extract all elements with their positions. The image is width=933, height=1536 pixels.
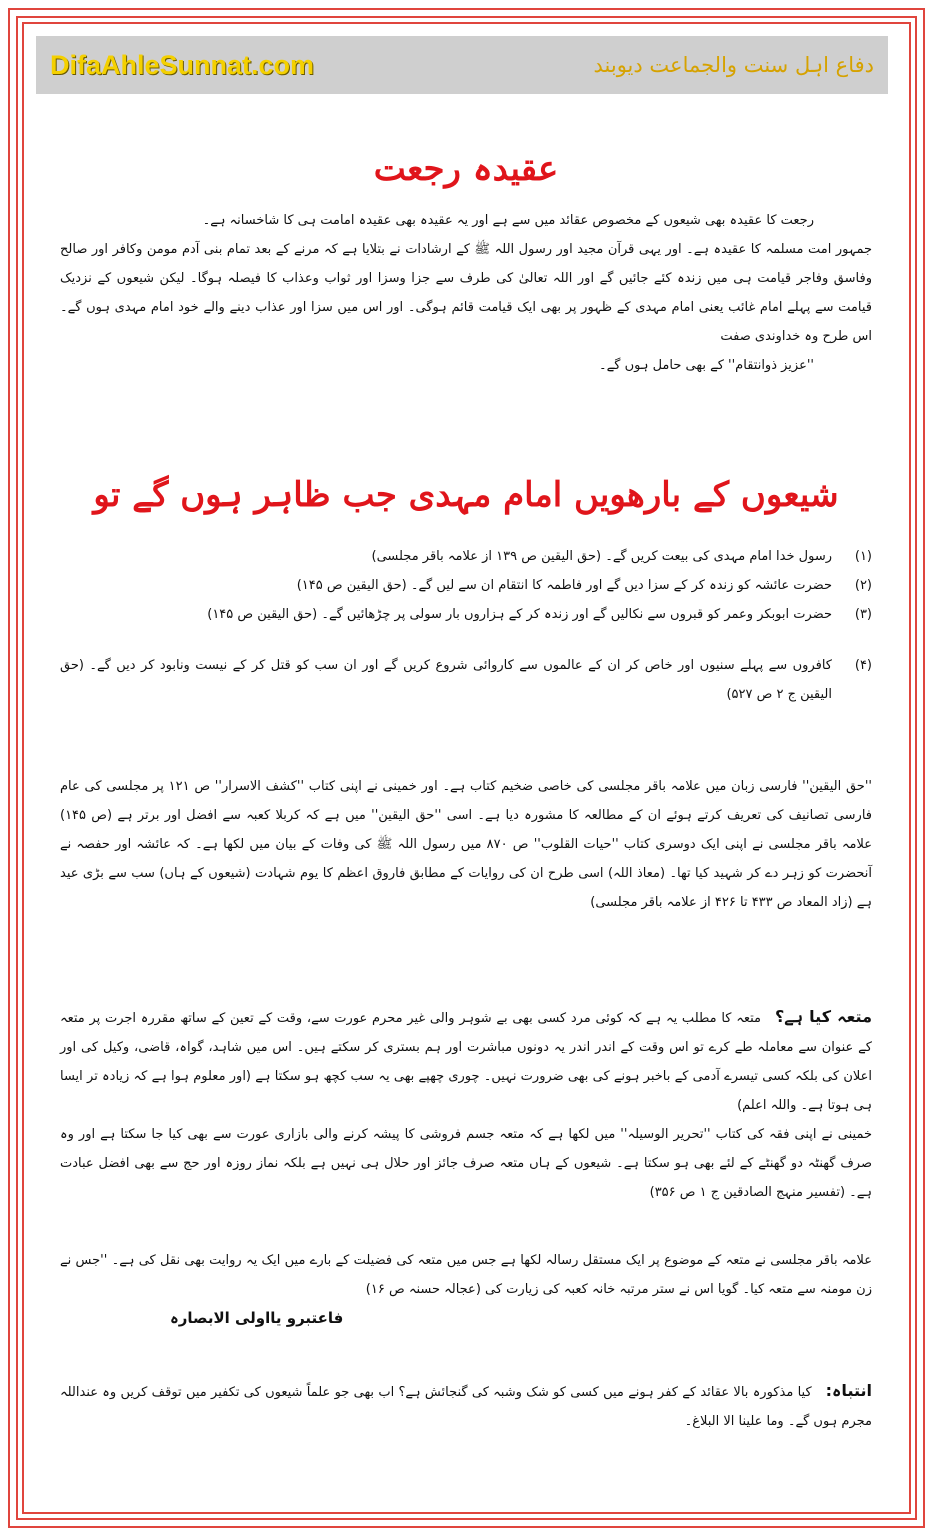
section-heading: شیعوں کے بارھویں امام مہدی جب ظاہر ہوں گے تو [93,475,839,515]
intro-section [60,206,872,380]
list-number: (۲) [854,578,872,593]
mutah-text: متعہ کا مطلب یہ ہے کہ کوئی مرد کسی بھی بے شوہر والی غیر محرم عورت سے، وقت کے تعین کے ساتھ مقررہ اجرت پر متعہ کے عنوان سے معاملہ طے کرے تو اس وقت کے اندر اندر یہ دونوں مباشرت اور ہم بستری کر سکتے ہیں۔ اس میں شاہد، گواہ، قاضی، وکیل کی اور اعلان کی بلکہ کسی تیسرے آدمی کے باخبر ہونے کی بھی ضرورت نہیں۔ چوری چھپے بھی یہ سب کچھ ہو سکتا ہے (اور معلوم ہوا ہے کہ زیادہ تر ایسا ہی ہوتا ہے۔ واللہ اعلم) [60,1011,872,1113]
warning-section [60,1376,872,1436]
list-text: کافروں سے پہلے سنیوں اور خاص کر ان کے عالموں سے کاروائی شروع کریں گے اور ان سب کو قتل کر کے نیست ونابود کر دیں گے۔ (حق الیقین ج ۲ ص ۵۲۷) [60,658,832,702]
mutah-section [60,1002,872,1207]
list-text: رسول خدا امام مہدی کی بیعت کریں گے۔ (حق الیقین ص ۱۳۹ از علامہ باقر مجلسی) [371,549,832,564]
list-text: حضرت عائشہ کو زندہ کر کے سزا دیں گے اور فاطمہ کا انتقام ان سے لیں گے۔ (حق الیقین ص ۱۴۵) [296,578,832,593]
header-bar [36,36,888,94]
list-item [60,600,872,629]
list-number: (۱) [854,549,872,564]
site-name[interactable]: DifaAhleSunnat.com [50,49,315,80]
list-item [60,542,872,571]
warning-paragraph [60,1376,872,1436]
page-title: عقیدہ رجعت [373,149,559,189]
haqq-section [60,772,872,917]
motto: فاعتبرو یااولی الابصارہ [170,1309,344,1327]
beliefs-list [60,542,872,709]
list-text: حضرت ابوبکر وعمر کو قبروں سے نکالیں گے اور زندہ کر کے ہزاروں بار سولی پر چڑھائیں گے۔ (حق الیقین ص ۱۴۵) [207,607,832,622]
warning-label: انتباہ: [825,1381,872,1400]
intro-paragraph-3: ''عزیز ذوانتقام'' کے بھی حامل ہوں گے۔ [599,358,814,373]
list-number: (۳) [854,607,872,622]
intro-paragraph-2: جمہور امت مسلمہ کا عقیدہ ہے۔ اور یہی قرآن مجید اور رسول اللہ ﷺ کے ارشادات نے بتلایا ہے کہ مرنے کے بعد تمام بنی آدم مومن وکافر اور صالح وفاسق وفاجر قیامت ہی میں زندہ کئے جائیں گے اور اللہ تعالیٰ کی طرف سے جزا وسزا اور ثواب وعذاب کا فیصلہ ہوگا۔ لیکن شیعوں کے نزدیک قیامت سے پہلے امام غائب یعنی امام مہدی کے ظہور پر بھی ایک قیامت قائم ہوگی۔ اور اس میں سزا اور عذاب دینے والے خود امام مہدی ہوں گے۔ اس طرح وہ خداوندی صفت [60,242,872,344]
haqq-paragraph: ''حق الیقین'' فارسی زبان میں علامہ باقر مجلسی کی خاصی ضخیم کتاب ہے۔ اور خمینی نے اپنی کتاب ''کشف الاسرار'' ص ۱۲۱ پر مجلسی کی عام فارسی تصانیف کی تعریف کرتے ہوئے ان کے مطالعہ کا مشورہ دیا ہے۔ اسی ''حق الیقین'' میں ہے کہ کربلا کعبہ سے افضل اور برتر ہے (ص ۱۴۵) علامہ باقر مجلسی نے اپنی ایک دوسری کتاب ''حیات القلوب'' ص ۸۷۰ میں رسول اللہ ﷺ کی وفات کے بیان میں لکھا ہے۔ کہ عائشہ اور حفصہ نے آنحضرت کو زہر دے کر شہید کیا تھا۔ (معاذ اللہ) اسی طرح ان کی روایات کے مطابق فاروق اعظم کا یوم شہادت (شیعوں کے ہاں) سب سے بڑی عید ہے (زاد المعاد ص ۴۳۳ تا ۴۲۶ از علامہ باقر مجلسی) [60,779,872,910]
majlisi-section [60,1246,872,1334]
list-item [60,571,872,600]
list-number: (۴) [854,658,872,673]
khomeini-paragraph: خمینی نے اپنی فقہ کی کتاب ''تحریر الوسیلہ'' میں لکھا ہے کہ متعہ جسم فروشی کا پیشہ کرنے والی بازاری عورت سے بھی کیا جا سکتا ہے اور وہ صرف گھنٹہ دو گھنٹے کے لئے بھی ہو سکتا ہے۔ شیعوں کے ہاں متعہ صرف جائز اور حلال ہی نہیں ہے بلکہ نماز روزہ اور حج سے بھی افضل عبادت ہے۔ (تفسیر منہج الصادقین ج ۱ ص ۳۵۶) [60,1127,873,1200]
intro-paragraph-1: رجعت کا عقیدہ بھی شیعوں کے مخصوص عقائد میں سے ہے اور یہ عقیدہ بھی عقیدہ امامت ہی کا شاخسانہ ہے۔ [202,213,814,228]
organization-name: دفاع اہل سنت والجماعت دیوبند [593,53,874,77]
mutah-paragraph [60,1002,872,1120]
mutah-heading: متعہ کیا ہے؟ [774,1007,872,1026]
warning-text: کیا مذکورہ بالا عقائد کے کفر ہونے میں کسی کو شک وشبہ کی گنجائش ہے؟ اب بھی جو علماً شیعوں کی تکفیر میں توقف کریں وہ عنداللہ مجرم ہوں گے۔ وما علینا الا البلاغ۔ [60,1385,872,1429]
list-item [60,651,872,709]
majlisi-paragraph: علامہ باقر مجلسی نے متعہ کے موضوع پر ایک مستقل رسالہ لکھا ہے جس میں متعہ کی فضیلت کے بارے میں ایک یہ روایت بھی نقل کی ہے۔ ''جس نے زن مومنہ سے متعہ کیا۔ گویا اس نے ستر مرتبہ خانہ کعبہ کی زیارت کی (عجالہ حسنہ ص ۱۶) [60,1253,872,1297]
